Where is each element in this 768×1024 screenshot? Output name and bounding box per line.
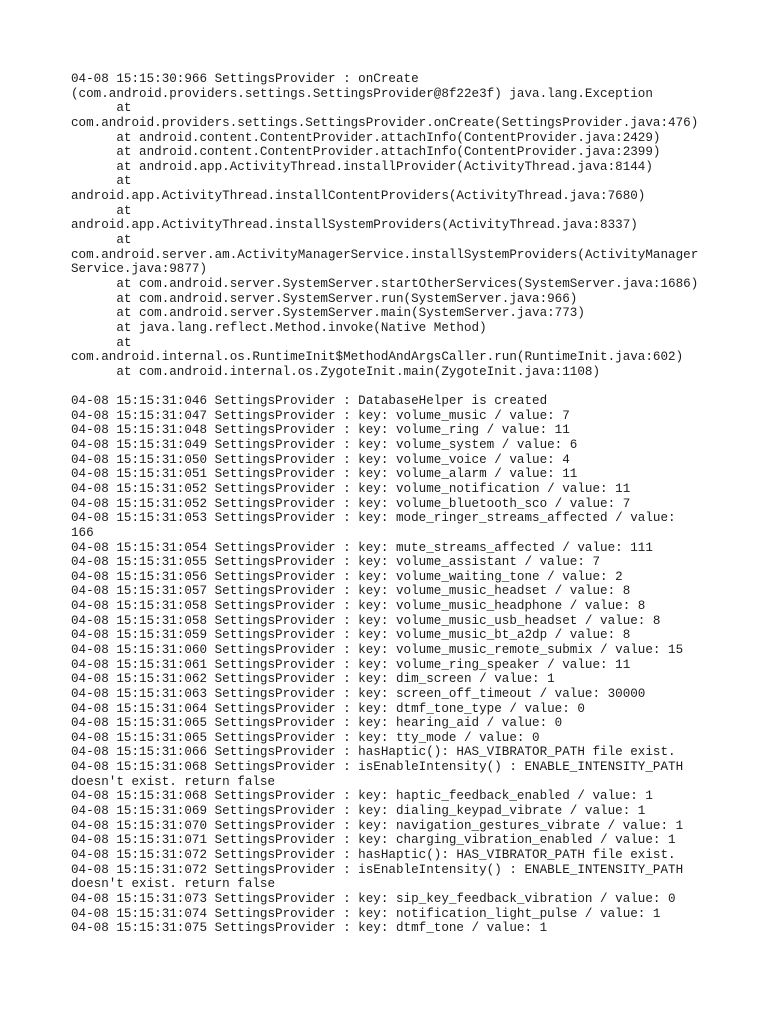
log-line: at android.content.ContentProvider.attachInfo(ContentProvider.java:2399)	[71, 145, 661, 160]
log-line: at	[71, 335, 132, 350]
log-line: 04-08 15:15:31:051 SettingsProvider : key: volume_alarm / value: 11	[71, 467, 578, 482]
log-line: at android.content.ContentProvider.attachInfo(ContentProvider.java:2429)	[71, 130, 661, 145]
log-line: 04-08 15:15:31:073 SettingsProvider : key: sip_key_feedback_vibration / value: 0	[71, 891, 676, 906]
log-line: at com.android.internal.os.ZygoteInit.main(ZygoteInit.java:1108)	[71, 364, 601, 379]
log-line: 04-08 15:15:31:071 SettingsProvider : key: charging_vibration_enabled / value: 1	[71, 833, 676, 848]
log-line: 04-08 15:15:31:052 SettingsProvider : key: volume_notification / value: 11	[71, 481, 631, 496]
log-line: 04-08 15:15:31:053 SettingsProvider : key: mode_ringer_streams_affected / value:	[71, 511, 676, 526]
log-line: at com.android.server.SystemServer.startOtherServices(SystemServer.java:1686)	[71, 276, 699, 291]
log-line: Service.java:9877)	[71, 262, 208, 277]
settings-log-block	[71, 394, 701, 936]
log-line: 04-08 15:15:31:065 SettingsProvider : key: hearing_aid / value: 0	[71, 716, 563, 731]
log-line: 04-08 15:15:31:048 SettingsProvider : key: volume_ring / value: 11	[71, 423, 570, 438]
log-line: 04-08 15:15:31:056 SettingsProvider : key: volume_waiting_tone / value: 2	[71, 569, 623, 584]
log-line: 04-08 15:15:31:065 SettingsProvider : key: tty_mode / value: 0	[71, 730, 540, 745]
block-spacer	[71, 379, 701, 394]
log-text	[71, 72, 701, 936]
log-line: 04-08 15:15:31:068 SettingsProvider : key: haptic_feedback_enabled / value: 1	[71, 789, 653, 804]
log-line: 04-08 15:15:31:069 SettingsProvider : key: dialing_keypad_vibrate / value: 1	[71, 804, 646, 819]
log-line: at	[71, 203, 132, 218]
log-line: 04-08 15:15:31:057 SettingsProvider : key: volume_music_headset / value: 8	[71, 584, 631, 599]
log-line: 04-08 15:15:31:052 SettingsProvider : key: volume_bluetooth_sco / value: 7	[71, 496, 631, 511]
log-line: 166	[71, 525, 94, 540]
log-line: doesn't exist. return false	[71, 877, 276, 892]
log-line: 04-08 15:15:31:060 SettingsProvider : key: volume_music_remote_submix / value: 15	[71, 642, 684, 657]
log-line: at com.android.server.SystemServer.run(SystemServer.java:966)	[71, 291, 578, 306]
log-line: at com.android.server.SystemServer.main(SystemServer.java:773)	[71, 306, 585, 321]
log-line: 04-08 15:15:31:049 SettingsProvider : key: volume_system / value: 6	[71, 438, 578, 453]
log-line: 04-08 15:15:31:072 SettingsProvider : isEnableIntensity() : ENABLE_INTENSITY_PATH	[71, 862, 684, 877]
log-line: 04-08 15:15:31:068 SettingsProvider : isEnableIntensity() : ENABLE_INTENSITY_PATH	[71, 760, 684, 775]
log-line: 04-08 15:15:31:072 SettingsProvider : hasHaptic(): HAS_VIBRATOR_PATH file exist.	[71, 847, 676, 862]
log-line: 04-08 15:15:31:062 SettingsProvider : key: dim_screen / value: 1	[71, 672, 555, 687]
log-line: at android.app.ActivityThread.installProvider(ActivityThread.java:8144)	[71, 159, 653, 174]
log-line: 04-08 15:15:31:046 SettingsProvider : DatabaseHelper is created	[71, 394, 548, 409]
log-line: at java.lang.reflect.Method.invoke(Native Method)	[71, 320, 487, 335]
log-line: com.android.providers.settings.SettingsProvider.onCreate(SettingsProvider.java:476)	[71, 115, 699, 130]
log-line: 04-08 15:15:31:055 SettingsProvider : key: volume_assistant / value: 7	[71, 555, 601, 570]
log-line: 04-08 15:15:31:074 SettingsProvider : key: notification_light_pulse / value: 1	[71, 906, 661, 921]
log-line: 04-08 15:15:31:064 SettingsProvider : key: dtmf_tone_type / value: 0	[71, 701, 585, 716]
log-line: 04-08 15:15:31:047 SettingsProvider : key: volume_music / value: 7	[71, 408, 570, 423]
log-line: 04-08 15:15:31:061 SettingsProvider : key: volume_ring_speaker / value: 11	[71, 657, 631, 672]
log-line: doesn't exist. return false	[71, 774, 276, 789]
log-line: at	[71, 101, 132, 116]
log-line: 04-08 15:15:30:966 SettingsProvider : onCreate	[71, 72, 419, 86]
log-line: at	[71, 174, 132, 189]
log-line: 04-08 15:15:31:059 SettingsProvider : key: volume_music_bt_a2dp / value: 8	[71, 628, 631, 643]
log-line: (com.android.providers.settings.SettingsProvider@8f22e3f) java.lang.Exception	[71, 86, 653, 101]
log-line: 04-08 15:15:31:066 SettingsProvider : hasHaptic(): HAS_VIBRATOR_PATH file exist.	[71, 745, 676, 760]
log-line: 04-08 15:15:31:070 SettingsProvider : key: navigation_gestures_vibrate / value: 1	[71, 818, 684, 833]
log-line: com.android.server.am.ActivityManagerService.installSystemProviders(ActivityManager	[71, 247, 699, 262]
log-line: android.app.ActivityThread.installSystemProviders(ActivityThread.java:8337)	[71, 218, 638, 233]
log-line: 04-08 15:15:31:054 SettingsProvider : key: mute_streams_affected / value: 111	[71, 540, 653, 555]
log-line: at	[71, 233, 132, 248]
log-line: 04-08 15:15:31:058 SettingsProvider : key: volume_music_headphone / value: 8	[71, 599, 646, 614]
log-line: 04-08 15:15:31:058 SettingsProvider : key: volume_music_usb_headset / value: 8	[71, 613, 661, 628]
log-line: 04-08 15:15:31:075 SettingsProvider : key: dtmf_tone / value: 1	[71, 921, 548, 936]
log-line: android.app.ActivityThread.installContentProviders(ActivityThread.java:7680)	[71, 189, 646, 204]
log-line: 04-08 15:15:31:063 SettingsProvider : key: screen_off_timeout / value: 30000	[71, 686, 646, 701]
log-line: 04-08 15:15:31:050 SettingsProvider : key: volume_voice / value: 4	[71, 452, 570, 467]
log-line: com.android.internal.os.RuntimeInit$MethodAndArgsCaller.run(RuntimeInit.java:602)	[71, 350, 684, 365]
stack-trace-block	[71, 72, 701, 379]
